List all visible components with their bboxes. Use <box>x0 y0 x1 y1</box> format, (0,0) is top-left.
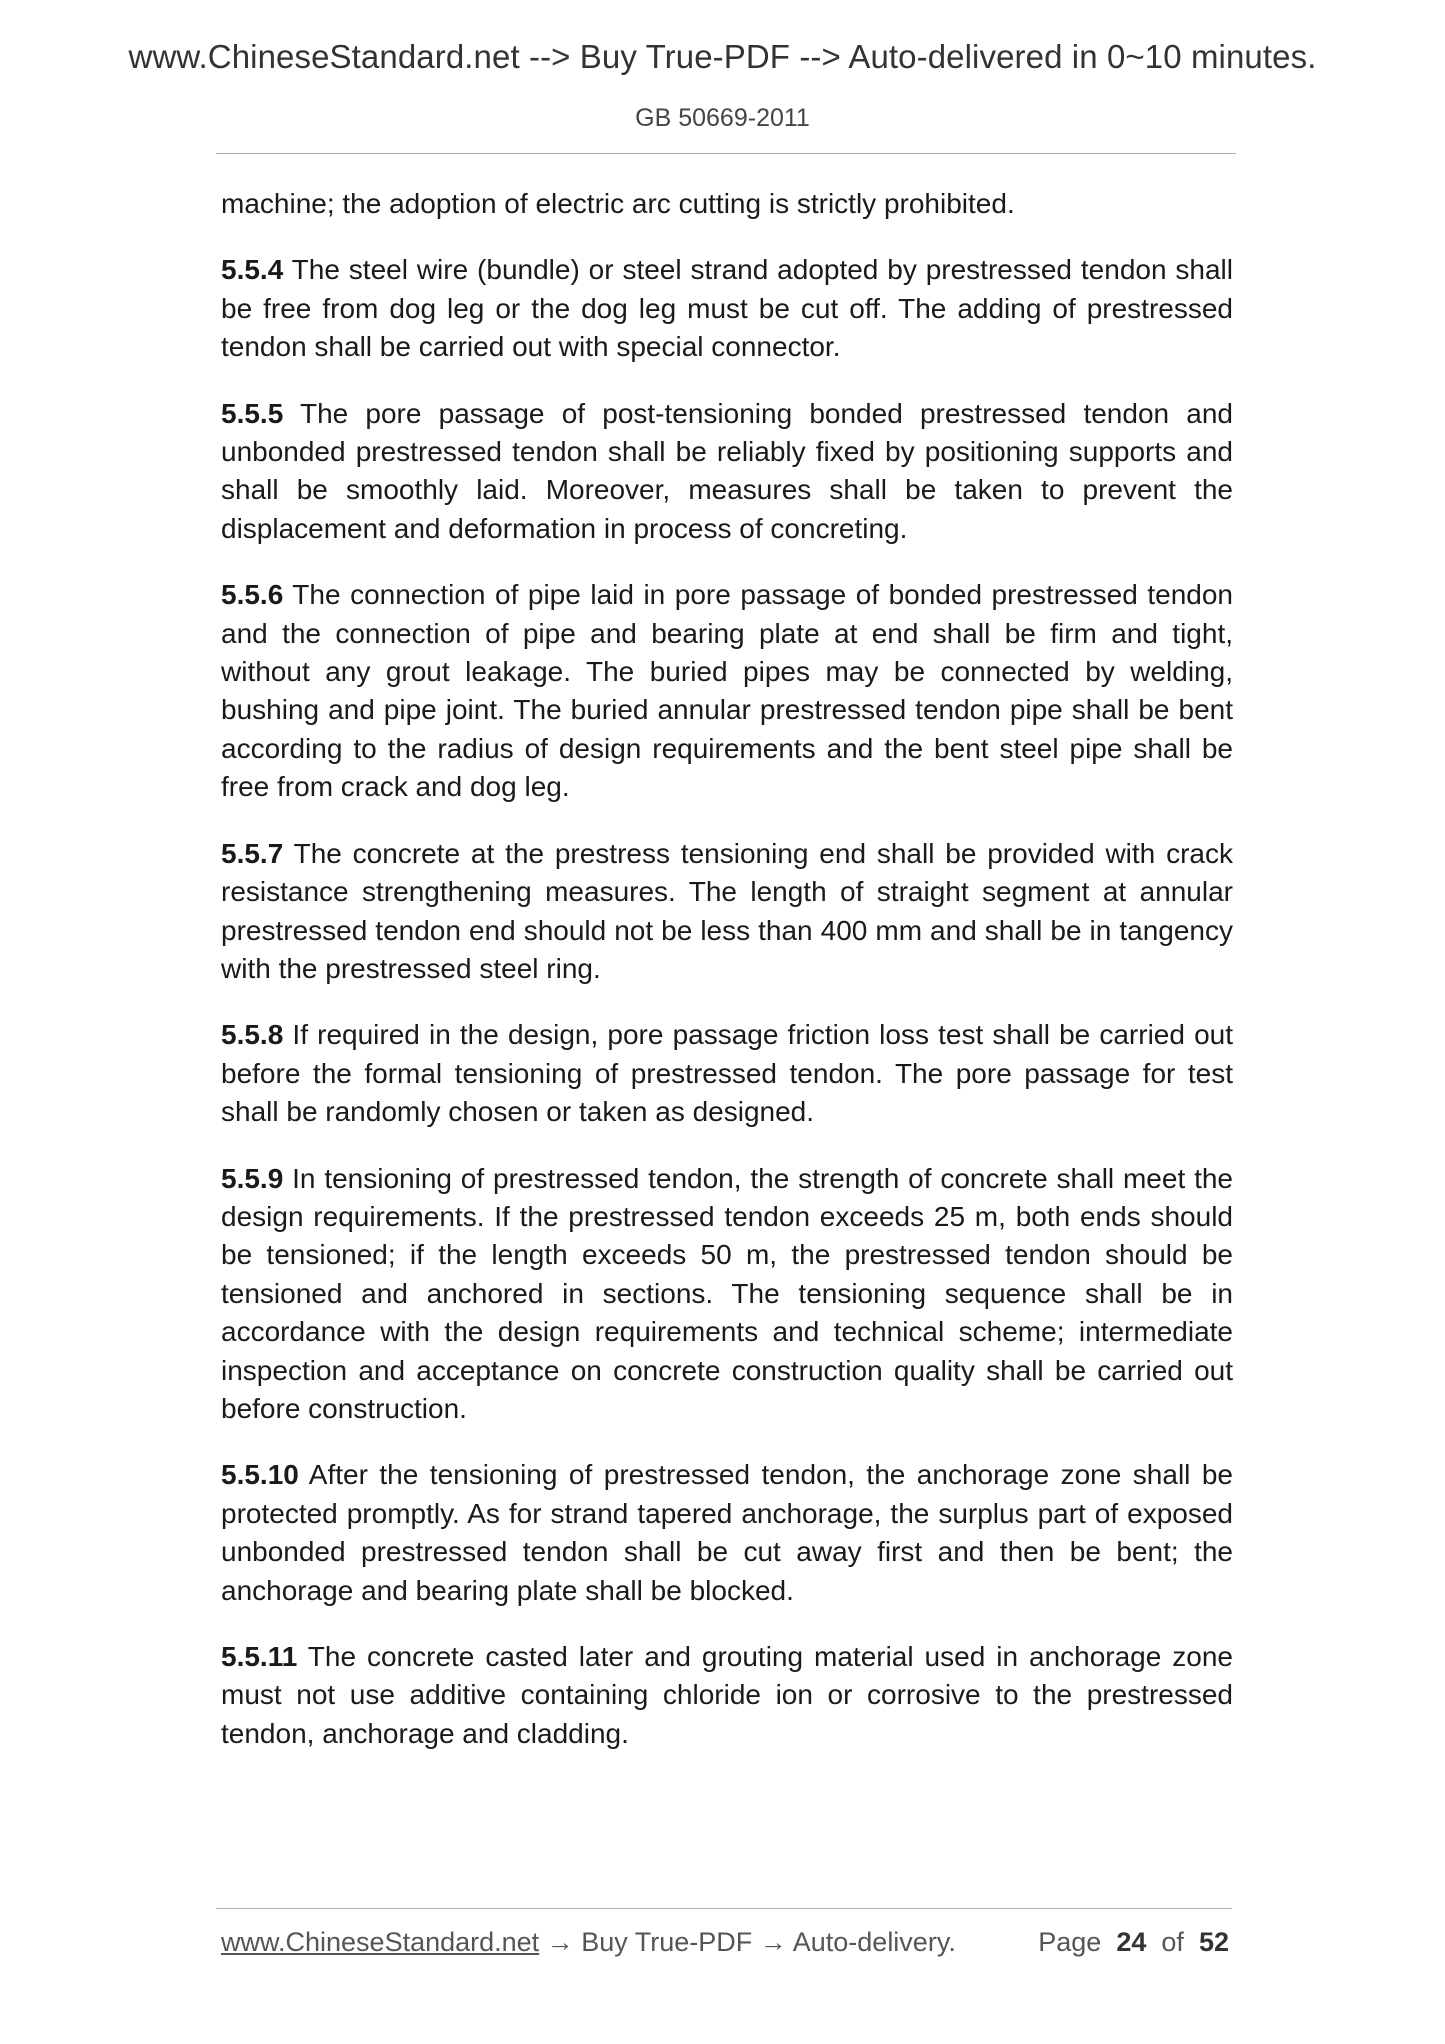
clause-text: In tensioning of prestressed tendon, the strength of concrete shall meet the design requirements. If the prestressed tendon exceeds 25 m, both ends should be tensioned; if the length exceeds 50 m, the prestressed tendon should be tensioned and anchored in sections. The tensioning sequence shall be in accordance with the design requirements and technical scheme; intermediate inspection and acceptance on concrete construction quality shall be carried out before construction. <box>221 1162 1233 1424</box>
clause-text: After the tensioning of prestressed tendon, the anchorage zone shall be protected promptly. As for strand tapered anchorage, the surplus part of exposed unbonded prestressed tendon shall be cut away first and then be bent; the anchorage and bearing plate shall be blocked. <box>221 1459 1234 1606</box>
clause-number: 5.5.7 <box>221 837 284 869</box>
clause-number: 5.5.6 <box>221 579 284 611</box>
continuation-text: machine; the adoption of electric arc cutting is strictly prohibited. <box>221 188 1015 219</box>
page-content <box>221 185 1233 1781</box>
clause-5-5-5 <box>221 395 1233 549</box>
page-label: Page <box>1038 1927 1102 1957</box>
footer-promo <box>221 1927 956 1958</box>
clause-5-5-9 <box>221 1160 1233 1429</box>
clause-number: 5.5.11 <box>221 1641 298 1672</box>
clause-text: The concrete at the prestress tensioning end shall be provided with crack resistance strengthening measures. The length of straight segment at annular prestressed tendon end should not be less than 400 mm and shall be in tangency with the prestressed steel ring. <box>221 837 1233 984</box>
clause-number: 5.5.5 <box>221 397 284 429</box>
clause-number: 5.5.10 <box>221 1459 299 1491</box>
page-total: 52 <box>1198 1927 1229 1957</box>
clause-number: 5.5.9 <box>221 1162 284 1194</box>
footer-website-link[interactable]: www.ChineseStandard.net <box>221 1927 540 1957</box>
clause-5-5-6 <box>221 576 1233 806</box>
clause-text: The pore passage of post-tensioning bonded prestressed tendon and unbonded prestressed tendon shall be reliably fixed by positioning supports and shall be smoothly laid. Moreover, measures shall be taken to prevent the displacement and deformation in process of concreting. <box>221 397 1233 544</box>
document-code: GB 50669-2011 <box>635 104 810 132</box>
clause-5-5-10 <box>221 1456 1233 1610</box>
header-divider <box>216 153 1236 154</box>
clause-text: If required in the design, pore passage friction loss test shall be carried out before the formal tensioning of prestressed tendon. The pore passage for test shall be randomly chosen or taken as designed. <box>221 1019 1233 1128</box>
header-banner: www.ChineseStandard.net --> Buy True-PDF --> Auto-delivered in 0~10 minutes. <box>128 38 1317 75</box>
clause-number: 5.5.8 <box>221 1019 284 1051</box>
clause-text: The steel wire (bundle) or steel strand adopted by prestressed tendon shall be free from dog leg or the dog leg must be cut off. The adding of prestressed tendon shall be carried out with special connector. <box>221 254 1233 363</box>
clause-5-5-11 <box>221 1638 1233 1753</box>
footer-tagline: → Buy True-PDF → Auto-delivery. <box>539 1927 956 1957</box>
clause-5-5-4 <box>221 251 1233 366</box>
clause-text: The concrete casted later and grouting material used in anchorage zone must not use additive containing chloride ion or corrosive to the prestressed tendon, anchorage and cladding. <box>221 1641 1233 1749</box>
page-current: 24 <box>1116 1927 1147 1957</box>
page-of: of <box>1161 1927 1184 1957</box>
clause-text: The connection of pipe laid in pore passage of bonded prestressed tendon and the connection of pipe and bearing plate at end shall be firm and tight, without any grout leakage. The buried pipes may be connected by welding, bushing and pipe joint. The buried annular prestressed tendon pipe shall be bent according to the radius of design requirements and the bent steel pipe shall be free from crack and dog leg. <box>221 579 1233 803</box>
clause-number: 5.5.4 <box>221 254 284 286</box>
clause-5-5-7 <box>221 835 1233 989</box>
footer-divider <box>216 1908 1232 1909</box>
page-number <box>1038 1927 1229 1958</box>
clause-5-5-8 <box>221 1016 1233 1131</box>
